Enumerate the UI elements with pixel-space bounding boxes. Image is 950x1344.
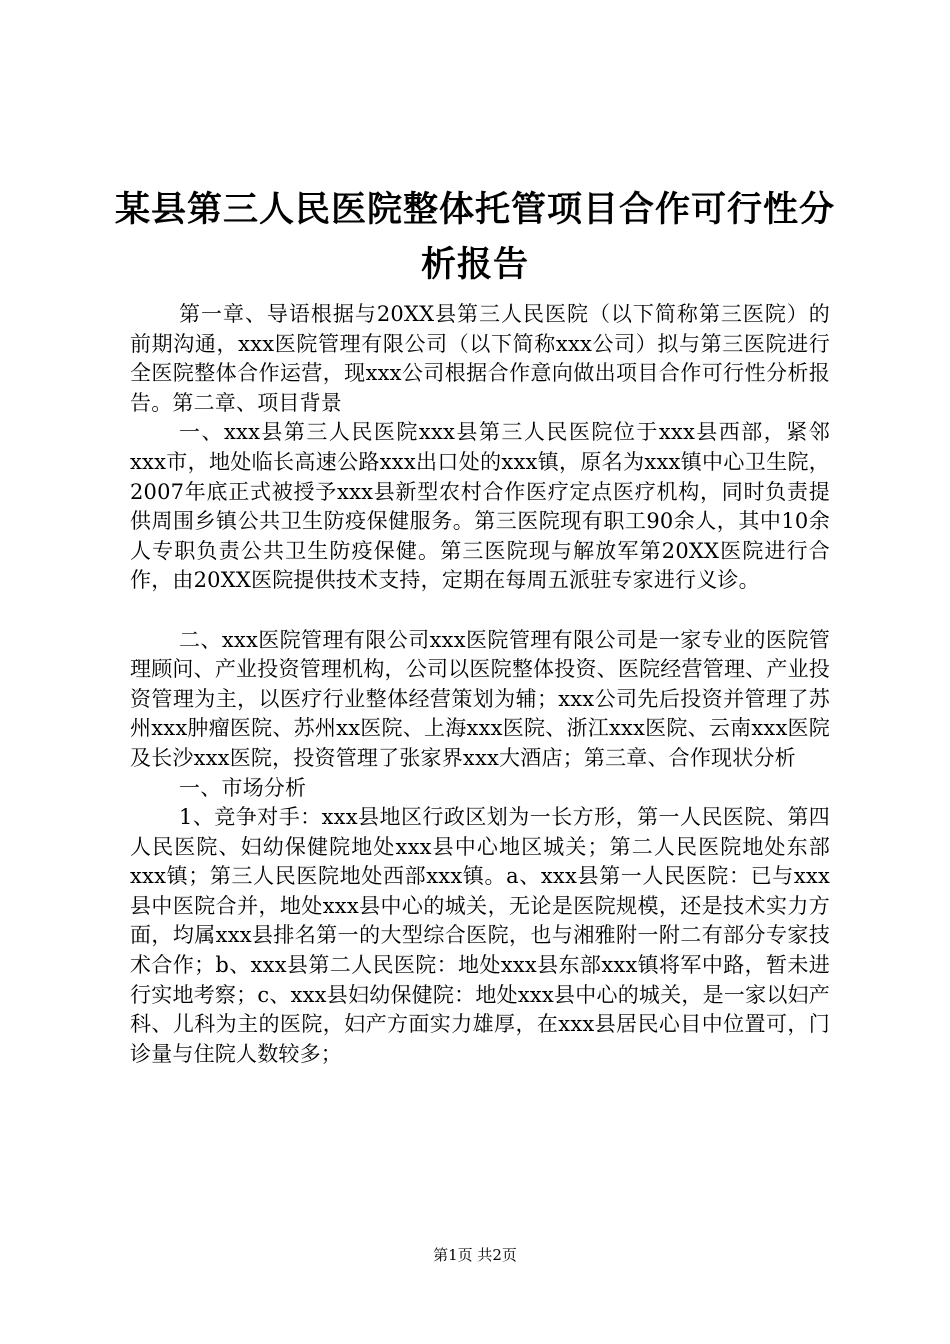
paragraph-company-background: 二、xxx医院管理有限公司xxx医院管理有限公司是一家专业的医院管理顾问、产业投资管理机构，公司以医院整体投资、医院经营管理、产业投资管理为主，以医疗行业整体经营策划为辅；xxx公司先后投资并管理了苏州xxx肿瘤医院、苏州xx医院、上海xxx医院、浙江xxx医院、云南xxx医院及长沙xxx医院，投资管理了张家界xxx大酒店；第三章、合作现状分析 [130, 627, 830, 770]
paragraph-competitors: 1、竞争对手：xxx县地区行政区划为一长方形，第一人民医院、第四人民医院、妇幼保健院地处xxx县中心地区城关；第二人民医院地处东部xxx镇；第三人民医院地处西部xxx镇。a、xxx县第一人民医院：已与xxx县中医院合并，地处xxx县中心的城关，无论是医院规模，还是技术实力方面，均属xxx县排名第一的大型综合医院，也与湘雅附一附二有部分专家技术合作；b、xxx县第二人民医院：地处xxx县东部xxx镇将军中路，暂未进行实地考察；c、xxx县妇幼保健院：地处xxx县中心的城关，是一家以妇产科、儿科为主的医院，妇产方面实力雄厚，在xxx县居民心目中位置可，门诊量与住院人数较多； [130, 805, 830, 1066]
paragraph-gap [130, 596, 830, 626]
paragraph-chapter-1: 第一章、导语根据与20XX县第三人民医院（以下简称第三医院）的前期沟通，xxx医院管理有限公司（以下简称xxx公司）拟与第三医院进行全医院整体合作运营，现xxx公司根据合作意向做出项目合作可行性分析报告。第二章、项目背景 [130, 302, 830, 415]
paragraph-hospital-background: 一、xxx县第三人民医院xxx县第三人民医院位于xxx县西部，紧邻xxx市，地处临长高速公路xxx出口处的xxx镇，原名为xxx镇中心卫生院，2007年底正式被授予xxx县新型农村合作医疗定点医疗机构，同时负责提供周围乡镇公共卫生防疫保健服务。第三医院现有职工90余人，其中10余人专职负责公共卫生防疫保健。第三医院现与解放军第20XX医院进行合作，由20XX医院提供技术支持，定期在每周五派驻专家进行义诊。 [130, 420, 830, 593]
paragraph-market-analysis-heading: 一、市场分析 [179, 775, 307, 800]
document-body [130, 300, 830, 1069]
document-title-line-2: 析报告 [420, 244, 529, 285]
page-footer: 第1页 共2页 [433, 1246, 517, 1264]
document-title-line-1: 某县第三人民医院整体托管项目合作可行性分 [114, 189, 835, 230]
